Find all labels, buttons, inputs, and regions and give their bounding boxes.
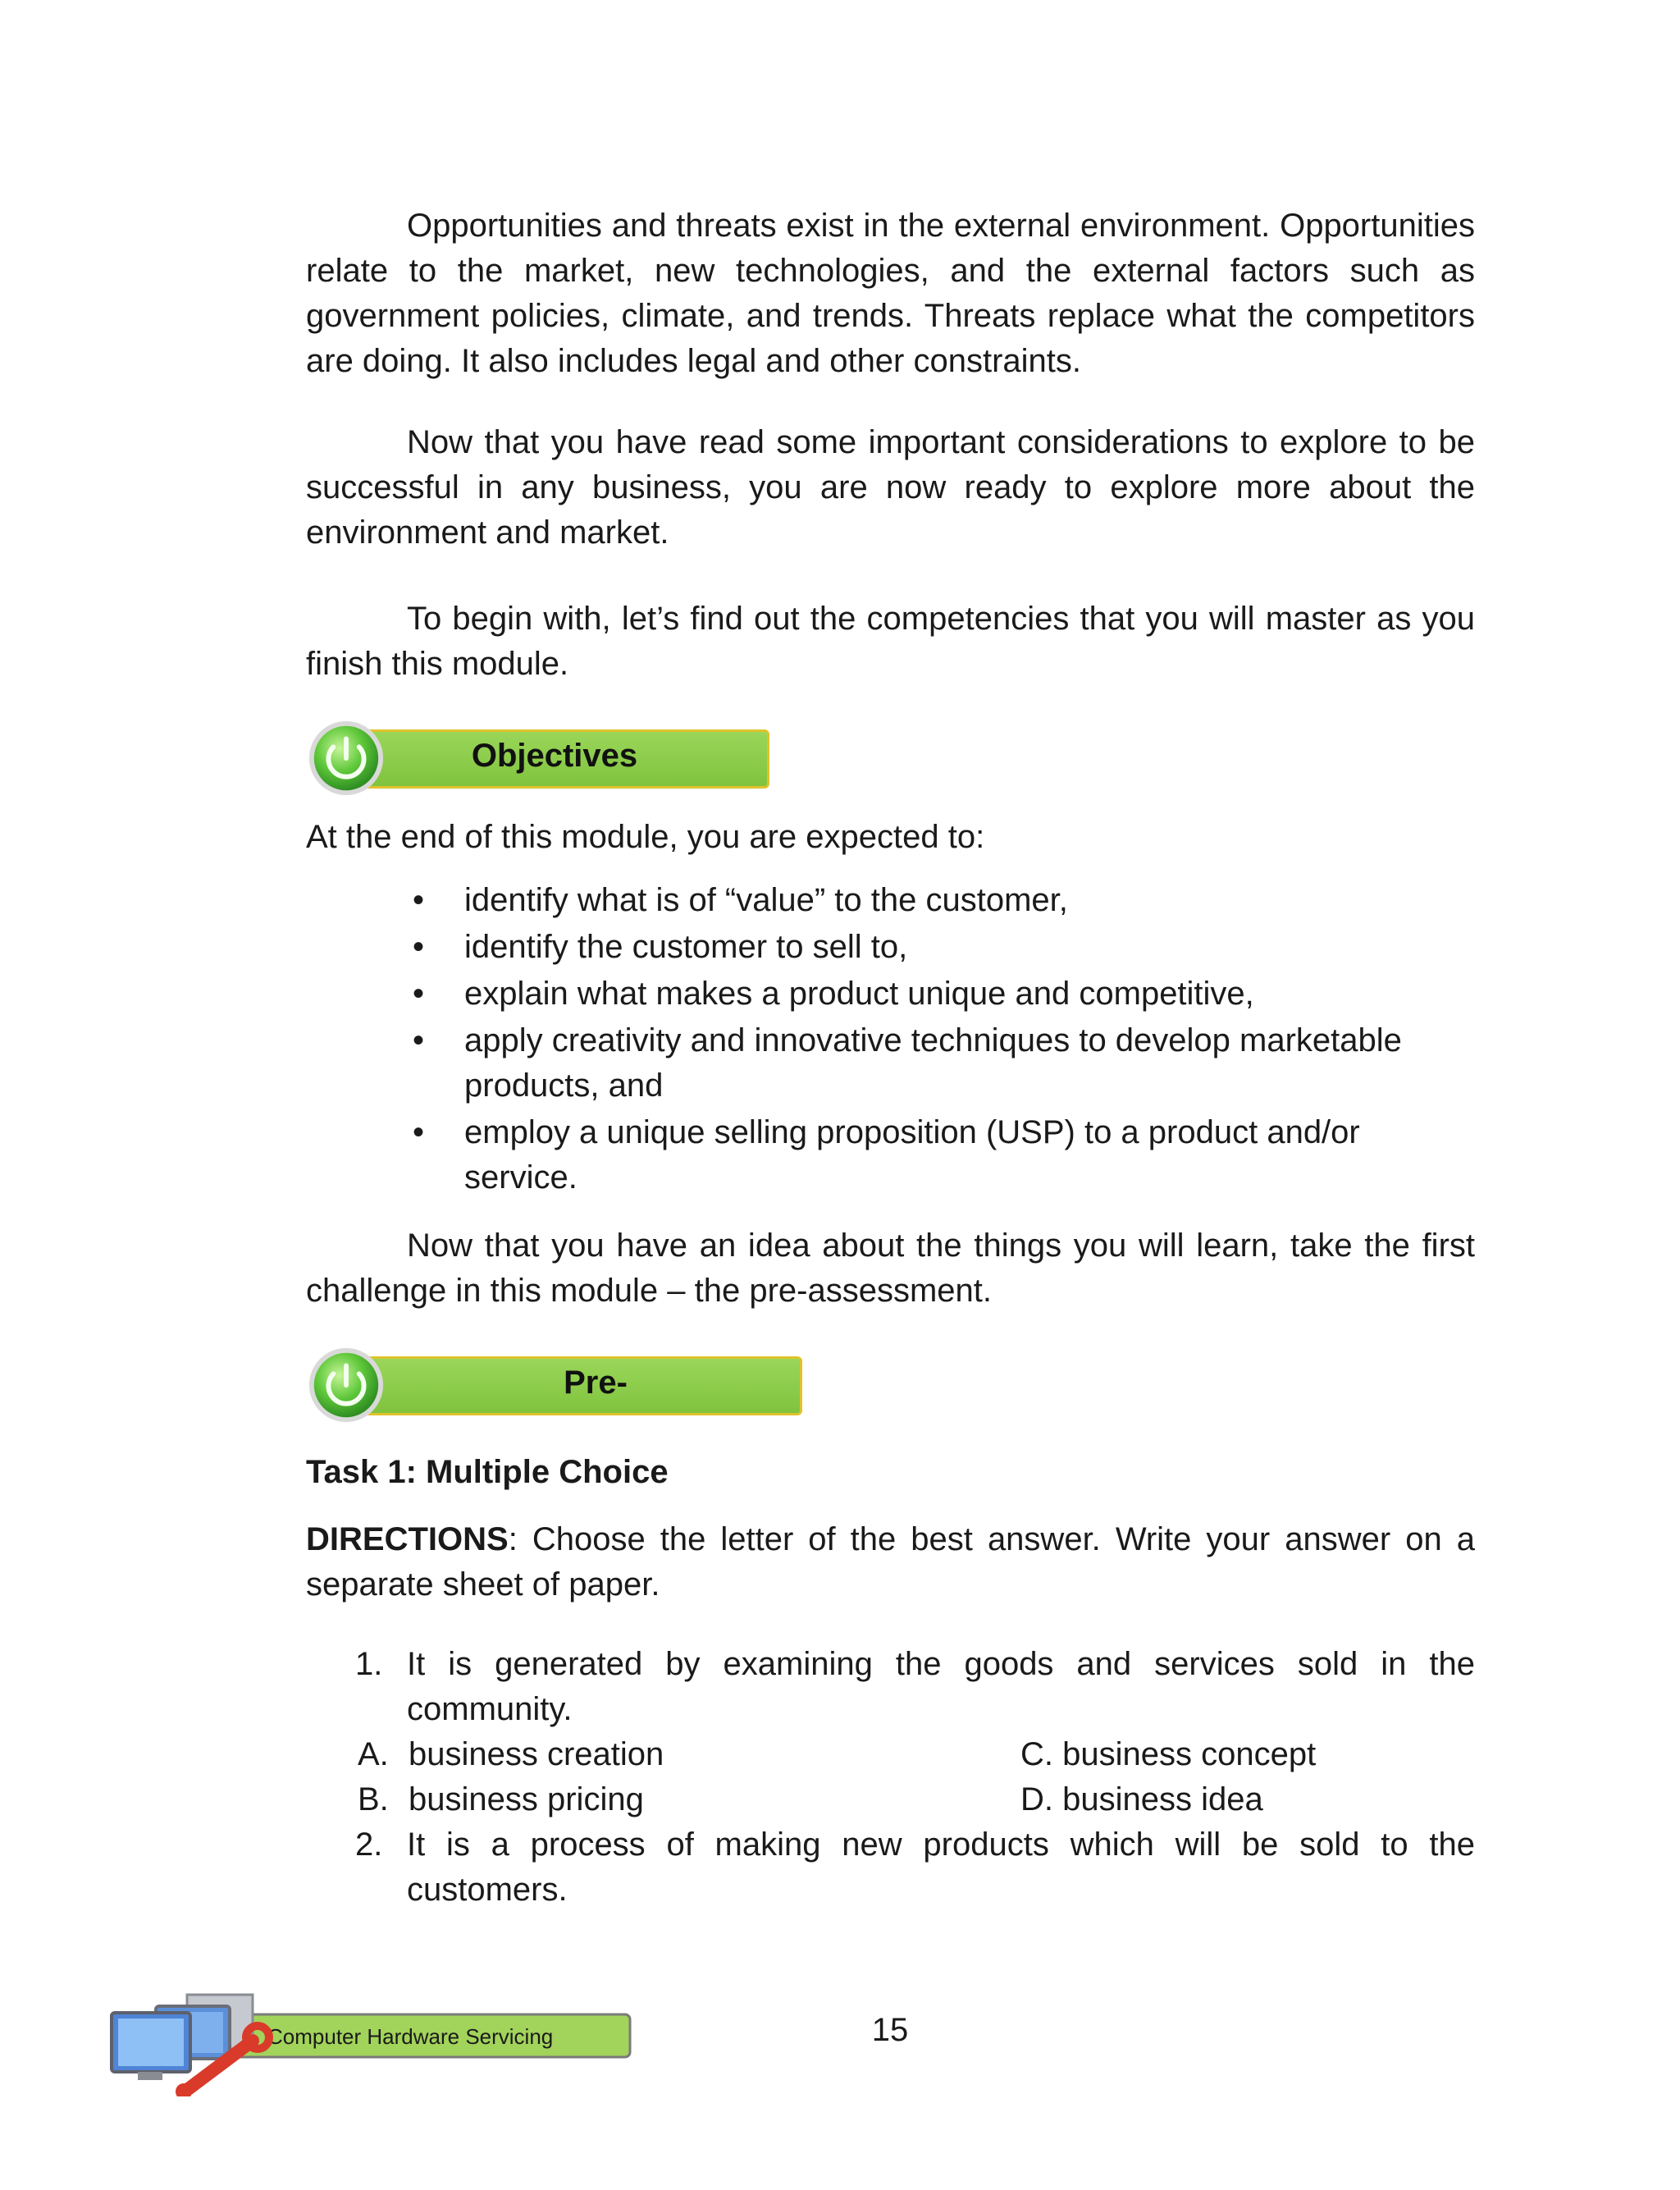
list-item: • apply creativity and innovative techniques to develop marketable products, and <box>413 1022 1402 1104</box>
task-title: Task 1: Multiple Choice <box>306 1454 669 1490</box>
choice-c: C. business concept <box>1020 1736 1317 1772</box>
objectives-banner <box>306 726 1475 790</box>
objectives-banner-label: Objectives <box>471 738 638 774</box>
paragraph-competencies: To begin with, let’s find out the competencies that you will master as you finish this module. <box>306 601 1475 682</box>
list-item: • identify what is of “value” to the customer, <box>413 882 1068 918</box>
power-icon <box>306 1345 386 1425</box>
question-2: 2. It is a process of making new products which will be sold to the customers. <box>355 1827 1475 1908</box>
computer-hardware-servicing-logo <box>105 1990 646 2096</box>
questions-list-continued <box>306 1822 1475 1913</box>
pre-banner-label: Pre- <box>564 1365 628 1401</box>
choice-b: B. business pricing <box>358 1781 644 1817</box>
choice-d: D. business idea <box>1020 1781 1263 1817</box>
power-icon <box>306 718 386 798</box>
question-1: 1. It is generated by examining the goods and services sold in the community. <box>355 1646 1475 1727</box>
logo-text: Computer Hardware Servicing <box>267 2024 554 2049</box>
objectives-list <box>306 878 1475 1200</box>
paragraph-challenge: Now that you have an idea about the things you will learn, take the first challenge in this module – the pre-assessment. <box>306 1228 1475 1309</box>
paragraph-opportunities: Opportunities and threats exist in the external environment. Opportunities relate to the market, new technologies, and the external factors such as government policies, climate, and trends. Threats replace what the competitors are doing. It also includes legal and other constraints. <box>306 208 1475 379</box>
page-content <box>306 203 1475 1913</box>
question-1-choices <box>358 1732 1475 1822</box>
paragraph-expected: At the end of this module, you are expected to: <box>306 819 985 855</box>
directions: DIRECTIONS: Choose the letter of the best answer. Write your answer on a separate sheet of paper. <box>306 1521 1475 1602</box>
choice-a: A. business creation <box>358 1736 664 1772</box>
list-item: • identify the customer to sell to, <box>413 929 908 965</box>
paragraph-considerations: Now that you have read some important considerations to explore to be successful in any business, you are now ready to explore more about the environment and market. <box>306 424 1475 551</box>
page-number: 15 <box>871 2012 909 2048</box>
list-item: • employ a unique selling proposition (USP) to a product and/or service. <box>413 1114 1360 1196</box>
questions-list <box>306 1642 1475 1732</box>
pre-assessment-banner <box>306 1353 1475 1417</box>
list-item: • explain what makes a product unique and competitive, <box>413 976 1254 1012</box>
